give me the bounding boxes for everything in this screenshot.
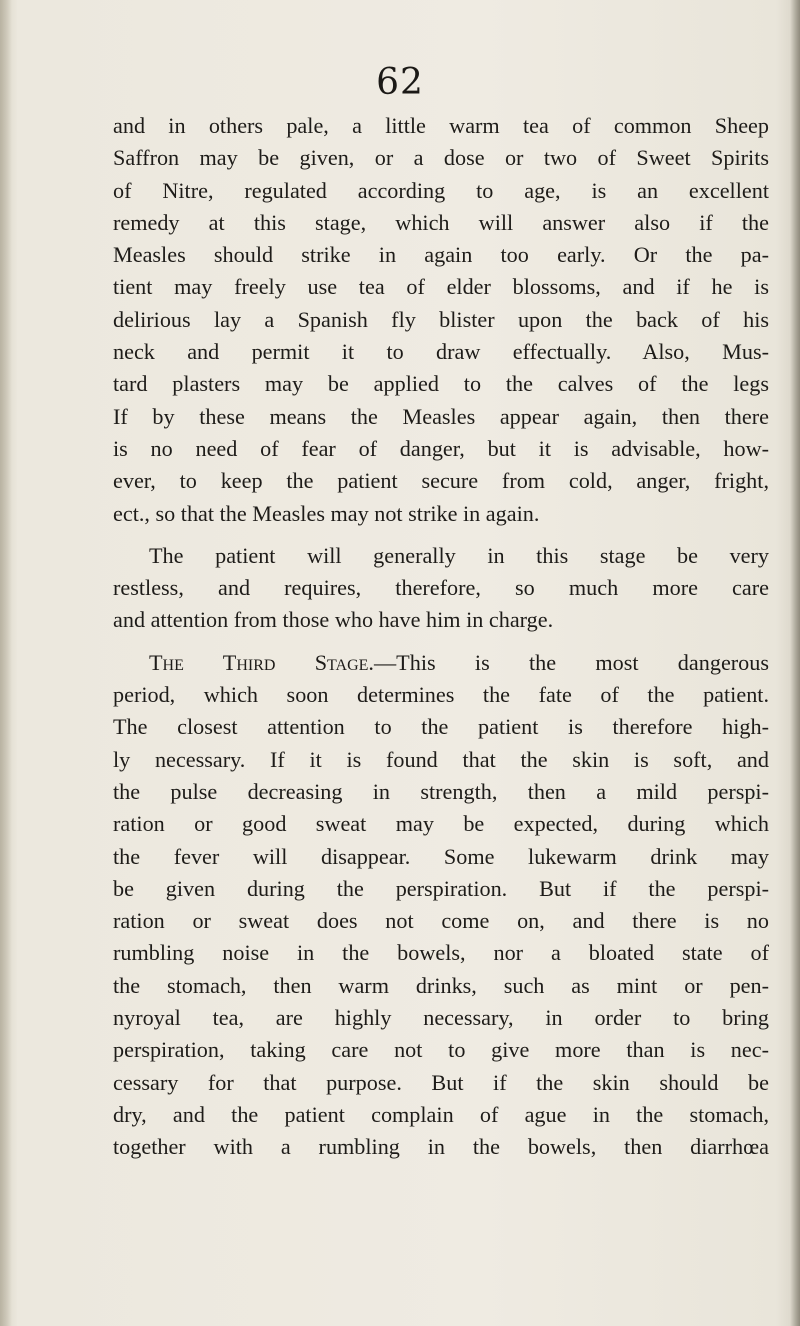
paragraph-3 [113, 647, 769, 1164]
text-line: —This is the most dangerous [373, 649, 769, 675]
paragraph-1 [113, 110, 769, 530]
text-line: tard plasters may be applied to the calves of the legs [113, 371, 769, 397]
gutter-shadow [0, 0, 12, 1326]
section-heading: The Third Stage. [149, 649, 374, 675]
text-line: The patient will generally in this stage be very [149, 542, 769, 568]
text-line: of Nitre, regulated according to age, is an excellent [113, 177, 769, 203]
text-line: together with a rumbling in the bowels, then diarrhœa [113, 1134, 769, 1160]
text-line: the pulse decreasing in strength, then a mild perspi- [113, 778, 769, 804]
text-line: ration or sweat does not come on, and there is no [113, 908, 769, 934]
text-line: remedy at this stage, which will answer also if the [113, 209, 769, 235]
text-line: Saffron may be given, or a dose or two of Sweet Spirits [113, 145, 769, 171]
text-line: rumbling noise in the bowels, nor a bloated state of [113, 940, 769, 966]
text-line: tient may freely use tea of elder blossoms, and if he is [113, 274, 769, 300]
text-line: cessary for that purpose. But if the skin should be [113, 1069, 769, 1095]
text-line: neck and permit it to draw effectually. Also, Mus- [113, 339, 769, 365]
text-line: be given during the perspiration. But if the perspi- [113, 875, 769, 901]
text-line: The closest attention to the patient is therefore high- [113, 714, 769, 740]
text-line: the stomach, then warm drinks, such as mint or pen- [113, 972, 769, 998]
paragraph-2 [113, 540, 769, 637]
text-line: period, which soon determines the fate of the patient. [113, 682, 769, 708]
text-line: perspiration, taking care not to give more than is nec- [113, 1037, 769, 1063]
text-line: If by these means the Measles appear again, then there [113, 403, 769, 429]
text-line: restless, and requires, therefore, so much more care [113, 575, 769, 601]
text-line-with-heading [113, 647, 769, 679]
text-line: delirious lay a Spanish fly blister upon the back of his [113, 306, 769, 332]
text-line: is no need of fear of danger, but it is advisable, how- [113, 435, 769, 461]
text-line: and attention from those who have him in charge. [113, 607, 554, 633]
page-number: 62 [376, 62, 424, 103]
body-text [113, 110, 769, 1164]
text-line: ect., so that the Measles may not strike in again. [113, 500, 540, 526]
text-line: and in others pale, a little warm tea of common Sheep [113, 113, 769, 138]
text-line: Measles should strike in again too early. Or the pa- [113, 242, 769, 268]
page-edge [790, 0, 800, 1326]
text-line: ly necessary. If it is found that the skin is soft, and [113, 746, 769, 772]
text-line: ever, to keep the patient secure from cold, anger, fright, [113, 468, 769, 494]
text-line: ration or good sweat may be expected, during which [113, 811, 769, 837]
text-line: dry, and the patient complain of ague in the stomach, [113, 1101, 769, 1127]
text-line: nyroyal tea, are highly necessary, in order to bring [113, 1005, 769, 1031]
text-line: the fever will disappear. Some lukewarm drink may [113, 843, 769, 869]
